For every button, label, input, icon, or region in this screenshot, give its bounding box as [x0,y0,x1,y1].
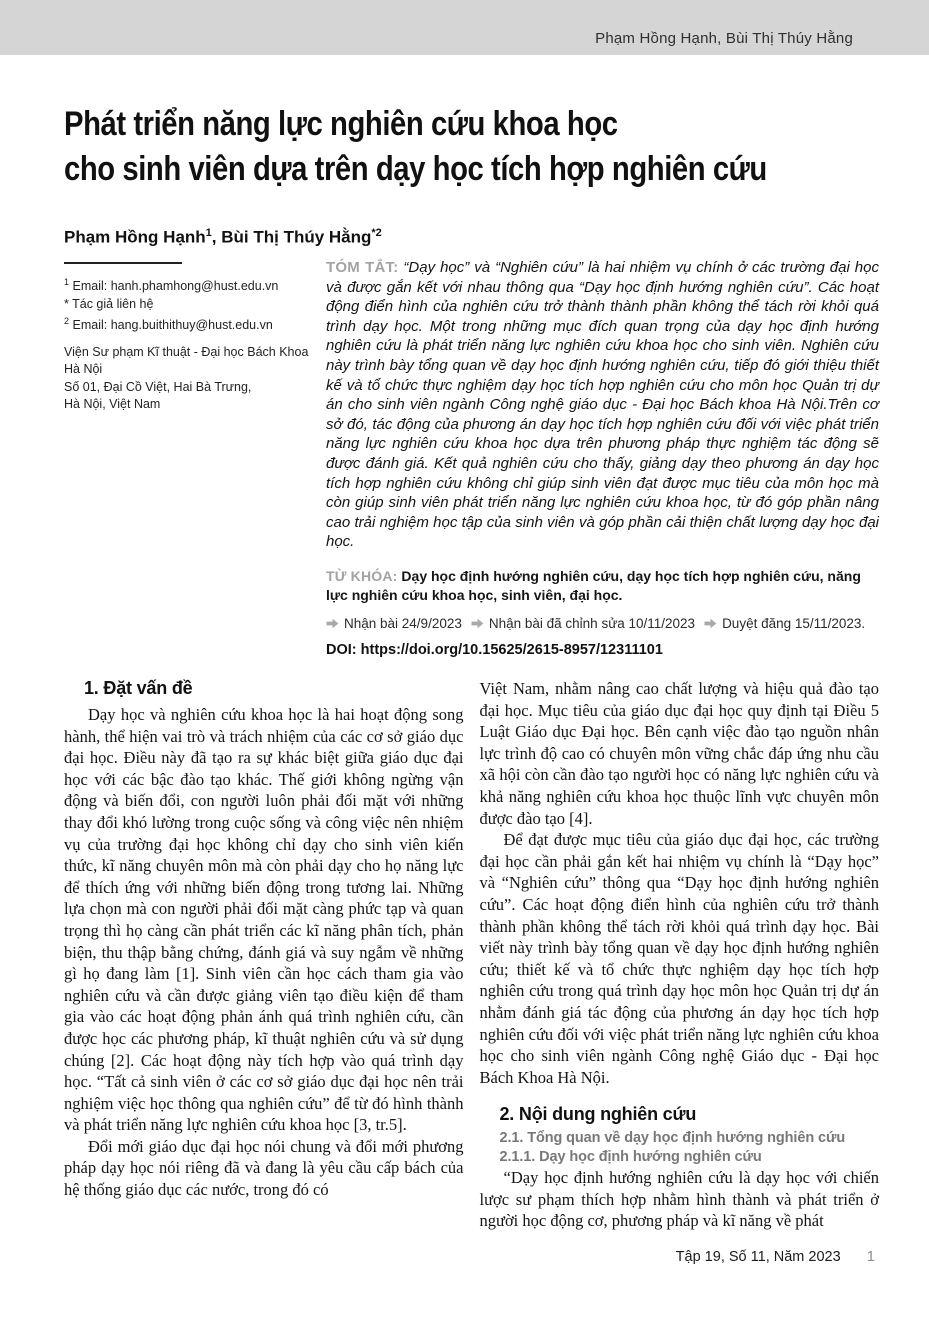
author-2-name: Bùi Thị Thúy Hằng [221,227,372,247]
email-2-mark: 2 [64,316,70,327]
email-1-text: Email: hanh.phamhong@hust.edu.vn [69,279,279,294]
author-byline [64,227,382,248]
keywords-label: TỪ KHÓA: [326,567,398,584]
doi-line [326,642,879,658]
section-2-1-subheading: 2.1. Tổng quan về dạy học định hướng nghiên cứu [499,1130,846,1147]
section-2-paragraph-1: “Dạy học định hướng nghiên cứu là dạy học với chiến lược sư phạm thích hợp nhằm hình thành và phát triển ở người học động cơ, phương pháp và kĩ năng về phát [479,1168,879,1231]
affiliation-sidebar [64,258,326,658]
doi-label: DOI: [326,641,361,658]
doi-link[interactable]: https://doi.org/10.15625/2615-8957/12311101 [360,641,663,658]
section-2-heading: 2. Nội dung nghiên cứu [499,1104,697,1125]
author-2-email [64,313,326,335]
article-title [64,102,884,192]
email-2-text: Email: hang.buithithuy@hust.edu.vn [69,318,273,333]
arrow-right-icon [471,618,484,629]
section-2-1-1-subheading: 2.1.1. Dạy học định hướng nghiên cứu [499,1149,762,1166]
abstract-label: TÓM TẮT: [326,259,399,276]
article-title-line-2: cho sinh viên dựa trên dạy học tích hợp nghiên cứu [64,150,767,188]
keywords-paragraph [326,567,879,605]
author-1-affiliation-mark: 1 [205,227,212,239]
page-header-band [0,0,929,55]
author-1-email [64,274,326,296]
article-body [64,678,879,1232]
page-number: 1 [866,1248,875,1265]
accepted-date-text: Duyệt đăng 15/11/2023. [722,615,866,631]
arrow-right-icon [704,618,717,629]
body-column-right [480,678,880,1232]
author-separator: , [211,227,222,247]
email-1-mark: 1 [64,277,70,287]
section-1-heading: 1. Đặt vấn đề [84,678,193,698]
keywords-text: Dạy học định hướng nghiên cứu, dạy học tích hợp nghiên cứu, năng lực nghiên cứu khoa học, sinh viên, đại học. [326,567,861,603]
page-footer [64,1248,879,1265]
section-1-paragraph-2: Đổi mới giáo dục đại học nói chung và đổi mới phương pháp dạy học nói riêng đã và đang là yêu cầu cấp bách của hệ thống giáo dục các nước, trong đó có [64,1136,464,1200]
column-2-paragraph-1: Việt Nam, nhằm nâng cao chất lượng và hiệu quả đào tạo đại học. Mục tiêu của giáo dục đại học quy định tại Điều 5 Luật Giáo dục Đại học. Bên cạnh việc đào tạo nguồn nhân lực trình độ cao có chuyên môn vững chắc đáp ứng nhu cầu xã hội còn cần đào tạo người học có năng lực nghiên cứu và khả năng nghiên cứu khoa học thuộc lĩnh vực chuyên môn được đào tạo [4]. [479,679,879,828]
body-column-left [64,678,464,1232]
column-2-paragraph-2: Để đạt được mục tiêu của giáo dục đại học, các trường đại học cần phải gắn kết hai nhiệm vụ chính là “Dạy học” và “Nghiên cứu” thông qua “Dạy học định hướng nghiên cứu”. Các hoạt động điển hình của nghiên cứu trở thành thành phần không thể tách rời khỏi quá trình dạy học. Bài viết này trình bày tổng quan về dạy học định hướng nghiên cứu; thiết kế và tổ chức thực nghiệm dạy học tích hợp nghiên cứu trong quá trình dạy học môn học Quản trị dự án nhằm đánh giá tác động của phương án dạy học tích hợp nghiên cứu đối với việc phát triển năng lực nghiên cứu khoa học cho sinh viên ngành Công nghệ Giáo dục - Đại học Bách Khoa Hà Nội. [479,830,879,1087]
affiliation-divider [64,262,182,264]
article-title-line-1: Phát triển năng lực nghiên cứu khoa học [64,105,618,143]
corresponding-author-note: * Tác giả liên hệ [64,296,154,311]
accepted-date-item [704,616,865,631]
author-2-affiliation-mark: *2 [371,227,382,239]
section-1-paragraph-1: Dạy học và nghiên cứu khoa học là hai hoạt động song hành, thể hiện vai trò và trách nhiệm của các cơ sở giáo dục đại học. Điều này đã tạo ra sự khác biệt giữa giáo dục đại học với các bậc đào tạo khác. Thế giới không ngừng vận động và biến đổi, con người luôn phải đối mặt với những thay đổi khó lường trong cuộc sống và công việc nên nhiệm vụ của trường đại học không chỉ dạy cho sinh viên kiến thức, kĩ năng chuyên môn mà còn phải dạy cho họ năng lực để thích ứng với những biến động trong tương lai. Những lựa chọn mà con người phải đối mặt càng phức tạp và quan trọng thì họ càng cần phát triển các kĩ năng phân tích, phản biện, thu thập bằng chứng, đánh giá và suy ngẫm về những gì họ đang làm [1]. Sinh viên cần học cách tham gia vào nghiên cứu và cần được giảng viên tạo điều kiện để tham gia vào các hoạt động phản ánh quá trình nghiên cứu, cần được học các phương pháp, kĩ thuật nghiên cứu và sử dụng chúng [2]. Các hoạt động này tích hợp vào quá trình dạy học. “Tất cả sinh viên ở các cơ sở giáo dục đại học nên trải nghiệm việc học thông qua nghiên cứu” để từ đó hình thành và phát triển năng lực nghiên cứu khoa học [3, tr.5]. [64,705,464,1135]
abstract-paragraph [326,258,879,552]
revised-date-text: Nhận bài đã chỉnh sửa 10/11/2023 [488,615,696,631]
journal-issue-info: Tập 19, Số 11, Năm 2023 [675,1248,841,1265]
revised-date-item [471,616,695,631]
received-date-item [326,616,462,631]
front-matter [64,258,879,658]
received-date-text: Nhận bài 24/9/2023 [344,615,462,631]
article-history [326,616,879,631]
abstract-column [326,258,879,658]
arrow-right-icon [326,618,339,629]
running-head-authors: Phạm Hồng Hạnh, Bùi Thị Thúy Hằng [595,30,853,47]
abstract-text: “Dạy học” và “Nghiên cứu” là hai nhiệm vụ chính ở các trường đại học và được gắn kết với nhau thông qua “Dạy học định hướng nghiên cứu”. Các hoạt động điển hình của nghiên cứu trở thành thành phần không thể tách rời khỏi quá trình dạy học. Một trong những mục đích quan trọng của dạy học định hướng nghiên cứu là phát triển năng lực nghiên cứu khoa học cho sinh viên. Nghiên cứu này trình bày tổng quan về dạy học định hướng nghiên cứu, tiếp đó giới thiệu thiết kế và tổ chức thực nghiệm dạy học tích hợp nghiên cứu cho môn học Quản trị dự án cho sinh viên ngành Công nghệ giáo dục - Đại học Bách khoa Hà Nội.Trên cơ sở đó, tác động của phương án dạy học tích hợp nghiên cứu đối với việc phát triển năng lực nghiên cứu khoa học dựa trên phương pháp thực nghiệm tác động sẽ được đánh giá. Kết quả nghiên cứu cho thấy, giảng dạy theo phương án dạy học tích hợp nghiên cứu không chỉ giúp sinh viên đạt được mục tiêu của môn học mà còn giúp sinh viên phát triển năng lực nghiên cứu khoa học, từ đó góp phần nâng cao trải nghiệm học tập của sinh viên và góp phần cải thiện chất lượng dạy học đại học. [326,259,879,551]
author-1-name: Phạm Hồng Hạnh [64,227,206,247]
institute-address-2: Hà Nội, Việt Nam [64,397,161,412]
institute-name: Viện Sư phạm Kĩ thuật - Đại học Bách Khoa Hà Nội [64,344,309,377]
institute-address-1: Số 01, Đại Cồ Việt, Hai Bà Trưng, [64,379,252,394]
